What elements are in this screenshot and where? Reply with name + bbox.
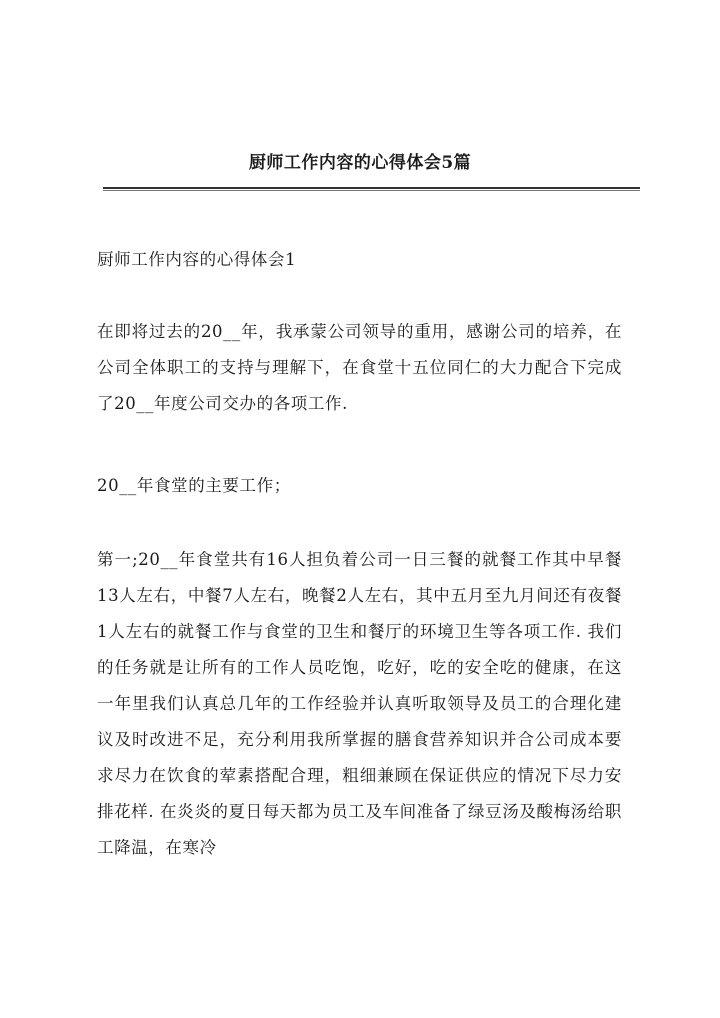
section-heading: 厨师工作内容的心得体会1 bbox=[97, 250, 297, 269]
paragraph-first-item: 第一;20__年食堂共有16人担负着公司一日三餐的就餐工作其中早餐13人左右，中餐7人左右，晚餐2人左右，其中五月至九月间还有夜餐1人左右的就餐工作与食堂的卫生和餐厅的环境卫生等各项工作. 我们的任务就是让所有的工作人员吃饱，吃好，吃的安全吃的健康，在这一年里我们认真总几年的工作经验并认真听取领导及员工的合理化建议及时改进不足，充分利用我所掌握的膳食营养知识并合公司成本要求尽力在饮食的荤素搭配合理，粗细兼顾在保证供应的情况下尽力安排花样. 在炎炎的夏日每天都为员工及车间准备了绿豆汤及酸梅汤给职工降温，在寒冷 bbox=[97, 550, 622, 857]
paragraph-subheading: 20__年食堂的主要工作； bbox=[97, 476, 291, 495]
title-divider bbox=[103, 187, 640, 191]
document-title: 厨师工作内容的心得体会5篇 bbox=[248, 153, 472, 173]
paragraph-intro: 在即将过去的20__年，我承蒙公司领导的重用，感谢公司的培养，在公司全体职工的支持与理解下，在食堂十五位同仁的大力配合下完成了20__年度公司交办的各项工作. bbox=[97, 322, 622, 413]
